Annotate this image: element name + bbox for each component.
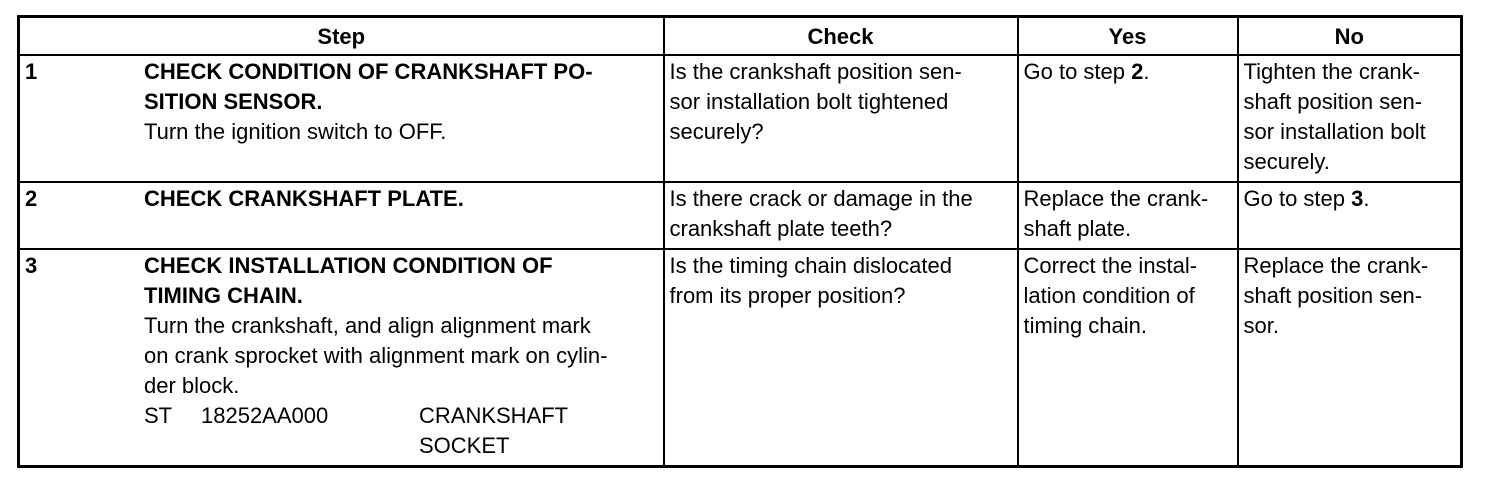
yes-cell (1018, 55, 1238, 182)
yes-period: . (1143, 59, 1150, 84)
no-line: Tighten the crank- (1243, 59, 1420, 84)
no-text: Go to step (1243, 186, 1352, 211)
no-line: securely. (1243, 149, 1330, 174)
header-row (19, 17, 1462, 56)
step-detail: Turn the ignition switch to OFF. (144, 119, 447, 144)
yes-cell (1018, 182, 1238, 249)
step-title-line: CHECK INSTALLATION CONDITION OF (144, 253, 553, 278)
special-tool-label: ST (144, 403, 173, 428)
yes-cell (1018, 249, 1238, 467)
step-detail-line: der block. (144, 373, 240, 398)
step-content (144, 184, 658, 214)
no-line: Replace the crank- (1243, 253, 1429, 278)
check-line: crankshaft plate teeth? (669, 216, 893, 241)
yes-step-ref[interactable]: 2 (1131, 59, 1144, 84)
step-detail-line: Turn the crankshaft, and align alignment mark (144, 313, 591, 338)
yes-text: Go to step (1023, 59, 1132, 84)
step-number: 2 (25, 186, 38, 211)
special-tool-name (419, 401, 599, 461)
no-line: shaft position sen- (1243, 89, 1423, 114)
yes-line: Correct the instal- (1023, 253, 1198, 278)
check-line: Is the crankshaft position sen- (669, 59, 962, 84)
check-line: sor installation bolt tightened (669, 89, 949, 114)
yes-line: shaft plate. (1023, 216, 1132, 241)
check-cell (664, 55, 1018, 182)
step-cell (19, 55, 664, 182)
no-line: sor. (1243, 313, 1279, 338)
step-title-line: TIMING CHAIN. (144, 283, 303, 308)
check-line: Is the timing chain dislocated (669, 253, 952, 278)
step-title-line: CHECK CRANKSHAFT PLATE. (144, 186, 464, 211)
no-cell (1238, 182, 1462, 249)
yes-line: Replace the crank- (1023, 186, 1209, 211)
step-title-line: SITION SENSOR. (144, 89, 323, 114)
check-cell (664, 249, 1018, 467)
step-content (144, 57, 658, 147)
diagnosis-table (17, 15, 1463, 468)
step-content (144, 251, 658, 461)
check-line: Is there crack or damage in the (669, 186, 973, 211)
check-line: from its proper position? (669, 283, 906, 308)
no-line: shaft position sen- (1243, 283, 1423, 308)
table-row (19, 55, 1462, 182)
no-period: . (1363, 186, 1370, 211)
no-line: sor installation bolt (1243, 119, 1426, 144)
step-title-line: CHECK CONDITION OF CRANKSHAFT PO- (144, 59, 593, 84)
special-tool-name-line: SOCKET (419, 433, 510, 458)
header-no: No (1238, 17, 1462, 56)
check-cell (664, 182, 1018, 249)
table-row (19, 182, 1462, 249)
step-number: 3 (25, 253, 38, 278)
no-cell (1238, 249, 1462, 467)
header-check: Check (664, 17, 1018, 56)
yes-line: lation condition of (1023, 283, 1195, 308)
step-cell (19, 249, 664, 467)
check-line: securely? (669, 119, 764, 144)
yes-line: timing chain. (1023, 313, 1148, 338)
special-tool-row (144, 401, 658, 461)
table-row (19, 249, 1462, 467)
no-cell (1238, 55, 1462, 182)
special-tool-code: 18252AA000 (201, 403, 329, 428)
header-yes: Yes (1018, 17, 1238, 56)
special-tool-name-line: CRANKSHAFT (419, 403, 569, 428)
step-detail-line: on crank sprocket with alignment mark on cylin- (144, 343, 608, 368)
step-cell (19, 182, 664, 249)
step-number: 1 (25, 59, 38, 84)
header-step: Step (19, 17, 664, 56)
no-step-ref[interactable]: 3 (1351, 186, 1364, 211)
